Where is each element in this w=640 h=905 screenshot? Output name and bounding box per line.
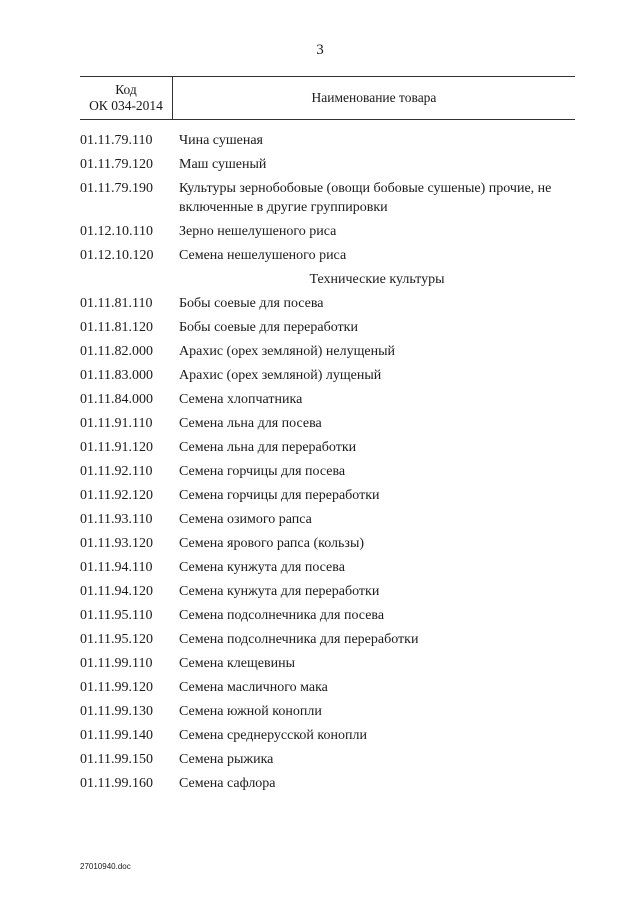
row-code: 01.11.99.140: [80, 728, 153, 743]
table-row: [80, 582, 575, 601]
row-code: 01.11.82.000: [80, 344, 153, 359]
footer-filename: 27010940.doc: [80, 862, 131, 871]
row-code: 01.11.91.110: [80, 416, 153, 431]
table-row: [80, 342, 575, 361]
row-code: 01.11.83.000: [80, 368, 153, 383]
row-name: Чина сушеная: [179, 133, 263, 148]
name-column-header: Наименование товара: [311, 90, 437, 105]
section-title: Технические культуры: [309, 272, 445, 287]
row-name: Семена льна для посева: [179, 416, 322, 431]
table-row: [80, 179, 575, 217]
table-row: [80, 414, 575, 433]
row-code: 01.12.10.120: [80, 248, 154, 263]
code-header-line2: ОК 034-2014: [89, 98, 163, 113]
row-code: 01.11.81.110: [80, 296, 153, 311]
row-name: Семена озимого рапса: [179, 512, 312, 527]
code-column-header: [80, 77, 173, 119]
table-row: [80, 510, 575, 529]
table-row: [80, 294, 575, 313]
row-name: Семена кунжута для переработки: [179, 584, 380, 599]
table-row: [80, 155, 575, 174]
rows-group-b: [80, 294, 575, 793]
table-header: [80, 76, 575, 120]
row-code: 01.11.93.110: [80, 512, 153, 527]
row-name: Арахис (орех земляной) нелущеный: [179, 344, 395, 359]
row-name: Культуры зернобобовые (овощи бобовые сушеные) прочие, не включенные в другие группировки: [179, 181, 552, 215]
row-name: Семена горчицы для переработки: [179, 488, 380, 503]
table-row: [80, 750, 575, 769]
table-row: [80, 774, 575, 793]
rows-group-a: [80, 131, 575, 265]
row-name: Семена сафлора: [179, 776, 276, 791]
row-name: Семена кунжута для посева: [179, 560, 345, 575]
row-name: Семена льна для переработки: [179, 440, 357, 455]
row-name: Зерно нешелушеного риса: [179, 224, 337, 239]
table-row: [80, 462, 575, 481]
row-name: Семена ярового рапса (кользы): [179, 536, 365, 551]
table-row: [80, 366, 575, 385]
table-row: [80, 438, 575, 457]
row-name: Семена масличного мака: [179, 680, 328, 695]
row-name: Бобы соевые для посева: [179, 296, 324, 311]
row-code: 01.11.79.120: [80, 157, 153, 172]
row-code: 01.12.10.110: [80, 224, 153, 239]
table-row: [80, 558, 575, 577]
table-row: [80, 486, 575, 505]
code-header-line1: Код: [115, 82, 137, 97]
table-row: [80, 606, 575, 625]
row-code: 01.11.93.120: [80, 536, 153, 551]
row-code: 01.11.92.120: [80, 488, 153, 503]
row-code: 01.11.79.190: [80, 181, 153, 196]
row-code: 01.11.95.110: [80, 608, 153, 623]
table-row: [80, 318, 575, 337]
row-code: 01.11.99.150: [80, 752, 153, 767]
row-code: 01.11.84.000: [80, 392, 153, 407]
table-row: [80, 678, 575, 697]
row-name: Семена среднерусской конопли: [179, 728, 367, 743]
row-name: Маш сушеный: [179, 157, 267, 172]
table-row: [80, 630, 575, 649]
row-code: 01.11.94.110: [80, 560, 153, 575]
table-row: [80, 534, 575, 553]
row-code: 01.11.94.120: [80, 584, 153, 599]
table-row: [80, 726, 575, 745]
row-name: Семена южной конопли: [179, 704, 322, 719]
row-code: 01.11.81.120: [80, 320, 153, 335]
table-row: [80, 131, 575, 150]
table-body: [80, 131, 575, 798]
row-name: Семена горчицы для посева: [179, 464, 346, 479]
row-name: Семена хлопчатника: [179, 392, 303, 407]
table-row: [80, 222, 575, 241]
row-code: 01.11.79.110: [80, 133, 153, 148]
row-code: 01.11.99.120: [80, 680, 153, 695]
row-name: Арахис (орех земляной) лущеный: [179, 368, 382, 383]
table-row: [80, 702, 575, 721]
row-name: Семена рыжика: [179, 752, 274, 767]
row-code: 01.11.99.130: [80, 704, 153, 719]
row-code: 01.11.99.110: [80, 656, 153, 671]
row-name: Семена подсолнечника для переработки: [179, 632, 419, 647]
row-code: 01.11.99.160: [80, 776, 153, 791]
table-row: [80, 654, 575, 673]
row-name: Бобы соевые для переработки: [179, 320, 358, 335]
table-row: [80, 390, 575, 409]
table-row: [80, 246, 575, 265]
row-code: 01.11.95.120: [80, 632, 153, 647]
page-number: 3: [316, 42, 324, 58]
row-code: 01.11.92.110: [80, 464, 153, 479]
row-name: Семена нешелушеного риса: [179, 248, 347, 263]
row-code: 01.11.91.120: [80, 440, 153, 455]
row-name: Семена подсолнечника для посева: [179, 608, 385, 623]
row-name: Семена клещевины: [179, 656, 295, 671]
